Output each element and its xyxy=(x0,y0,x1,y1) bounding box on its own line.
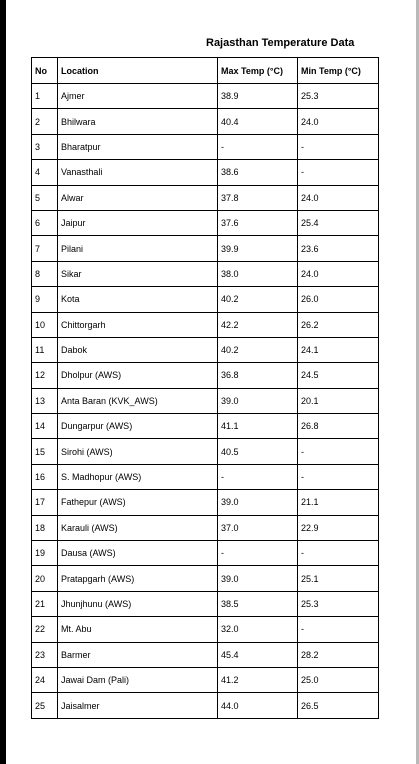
cell-max-temp: 42.2 xyxy=(218,312,298,337)
table-row xyxy=(32,261,379,286)
cell-no: 14 xyxy=(32,414,58,439)
table-row xyxy=(32,566,379,591)
cell-location: Dausa (AWS) xyxy=(58,541,218,566)
table-row xyxy=(32,287,379,312)
cell-location: Ajmer xyxy=(58,84,218,109)
cell-location: Bhilwara xyxy=(58,109,218,134)
cell-max-temp: 41.1 xyxy=(218,414,298,439)
table-row xyxy=(32,541,379,566)
cell-min-temp: 24.5 xyxy=(298,363,379,388)
cell-no: 19 xyxy=(32,541,58,566)
cell-no: 20 xyxy=(32,566,58,591)
cell-min-temp: - xyxy=(298,439,379,464)
cell-no: 18 xyxy=(32,515,58,540)
cell-min-temp: 25.1 xyxy=(298,566,379,591)
cell-no: 6 xyxy=(32,210,58,235)
cell-no: 10 xyxy=(32,312,58,337)
cell-min-temp: 26.0 xyxy=(298,287,379,312)
cell-location: Karauli (AWS) xyxy=(58,515,218,540)
cell-max-temp: 38.6 xyxy=(218,160,298,185)
cell-no: 12 xyxy=(32,363,58,388)
cell-max-temp: 36.8 xyxy=(218,363,298,388)
cell-max-temp: 40.4 xyxy=(218,109,298,134)
cell-location: Bharatpur xyxy=(58,134,218,159)
table-row xyxy=(32,464,379,489)
cell-location: S. Madhopur (AWS) xyxy=(58,464,218,489)
cell-min-temp: 21.1 xyxy=(298,490,379,515)
cell-min-temp: 25.4 xyxy=(298,210,379,235)
table-row xyxy=(32,363,379,388)
cell-min-temp: - xyxy=(298,617,379,642)
table-row xyxy=(32,414,379,439)
viewer-left-edge xyxy=(0,0,6,764)
table-row xyxy=(32,667,379,692)
cell-max-temp: 40.5 xyxy=(218,439,298,464)
cell-no: 2 xyxy=(32,109,58,134)
table-row xyxy=(32,210,379,235)
cell-location: Vanasthali xyxy=(58,160,218,185)
cell-no: 17 xyxy=(32,490,58,515)
cell-location: Dholpur (AWS) xyxy=(58,363,218,388)
cell-no: 13 xyxy=(32,388,58,413)
cell-no: 25 xyxy=(32,693,58,718)
cell-min-temp: 28.2 xyxy=(298,642,379,667)
cell-max-temp: 37.6 xyxy=(218,210,298,235)
cell-no: 21 xyxy=(32,591,58,616)
cell-min-temp: 25.3 xyxy=(298,591,379,616)
table-row xyxy=(32,490,379,515)
header-no: No xyxy=(32,58,58,84)
table-row xyxy=(32,109,379,134)
table-row xyxy=(32,515,379,540)
cell-min-temp: 26.2 xyxy=(298,312,379,337)
table-row xyxy=(32,617,379,642)
cell-location: Fathepur (AWS) xyxy=(58,490,218,515)
cell-min-temp: 22.9 xyxy=(298,515,379,540)
cell-min-temp: - xyxy=(298,464,379,489)
table-row xyxy=(32,312,379,337)
table-row xyxy=(32,388,379,413)
header-location: Location xyxy=(58,58,218,84)
cell-min-temp: - xyxy=(298,541,379,566)
cell-location: Dungarpur (AWS) xyxy=(58,414,218,439)
cell-location: Alwar xyxy=(58,185,218,210)
cell-location: Mt. Abu xyxy=(58,617,218,642)
cell-min-temp: 24.0 xyxy=(298,109,379,134)
cell-max-temp: 39.9 xyxy=(218,236,298,261)
table-row xyxy=(32,236,379,261)
table-row xyxy=(32,134,379,159)
cell-max-temp: 40.2 xyxy=(218,287,298,312)
cell-min-temp: 23.6 xyxy=(298,236,379,261)
cell-max-temp: 38.0 xyxy=(218,261,298,286)
cell-max-temp: 44.0 xyxy=(218,693,298,718)
cell-min-temp: 24.0 xyxy=(298,261,379,286)
cell-max-temp: 32.0 xyxy=(218,617,298,642)
cell-location: Pilani xyxy=(58,236,218,261)
cell-max-temp: 38.5 xyxy=(218,591,298,616)
cell-min-temp: 25.0 xyxy=(298,667,379,692)
cell-location: Jaipur xyxy=(58,210,218,235)
cell-location: Kota xyxy=(58,287,218,312)
cell-no: 9 xyxy=(32,287,58,312)
cell-max-temp: 41.2 xyxy=(218,667,298,692)
cell-max-temp: 40.2 xyxy=(218,337,298,362)
cell-location: Jawai Dam (Pali) xyxy=(58,667,218,692)
cell-min-temp: 24.0 xyxy=(298,185,379,210)
cell-no: 1 xyxy=(32,84,58,109)
cell-min-temp: 26.8 xyxy=(298,414,379,439)
cell-no: 16 xyxy=(32,464,58,489)
cell-no: 8 xyxy=(32,261,58,286)
cell-max-temp: 37.8 xyxy=(218,185,298,210)
cell-no: 5 xyxy=(32,185,58,210)
cell-min-temp: - xyxy=(298,134,379,159)
cell-min-temp: 25.3 xyxy=(298,84,379,109)
temperature-table xyxy=(31,57,379,719)
table-body xyxy=(32,84,379,719)
cell-no: 24 xyxy=(32,667,58,692)
cell-location: Dabok xyxy=(58,337,218,362)
table-row xyxy=(32,591,379,616)
table-header-row xyxy=(32,58,379,84)
table-row xyxy=(32,160,379,185)
cell-location: Pratapgarh (AWS) xyxy=(58,566,218,591)
cell-no: 4 xyxy=(32,160,58,185)
cell-location: Jaisalmer xyxy=(58,693,218,718)
cell-min-temp: - xyxy=(298,160,379,185)
header-max-temp: Max Temp (°C) xyxy=(218,58,298,84)
table-row xyxy=(32,439,379,464)
cell-min-temp: 20.1 xyxy=(298,388,379,413)
cell-min-temp: 24.1 xyxy=(298,337,379,362)
table-row xyxy=(32,84,379,109)
cell-max-temp: 39.0 xyxy=(218,388,298,413)
table-row xyxy=(32,693,379,718)
cell-location: Chittorgarh xyxy=(58,312,218,337)
cell-no: 15 xyxy=(32,439,58,464)
cell-max-temp: - xyxy=(218,464,298,489)
table-row xyxy=(32,185,379,210)
cell-no: 7 xyxy=(32,236,58,261)
cell-max-temp: 39.0 xyxy=(218,490,298,515)
cell-no: 23 xyxy=(32,642,58,667)
cell-no: 22 xyxy=(32,617,58,642)
table-row xyxy=(32,642,379,667)
cell-location: Jhunjhunu (AWS) xyxy=(58,591,218,616)
cell-max-temp: 39.0 xyxy=(218,566,298,591)
table-row xyxy=(32,337,379,362)
cell-no: 11 xyxy=(32,337,58,362)
cell-location: Sikar xyxy=(58,261,218,286)
cell-max-temp: 37.0 xyxy=(218,515,298,540)
cell-max-temp: - xyxy=(218,134,298,159)
cell-max-temp: 38.9 xyxy=(218,84,298,109)
cell-location: Sirohi (AWS) xyxy=(58,439,218,464)
cell-location: Anta Baran (KVK_AWS) xyxy=(58,388,218,413)
cell-no: 3 xyxy=(32,134,58,159)
header-min-temp: Min Temp (°C) xyxy=(298,58,379,84)
cell-location: Barmer xyxy=(58,642,218,667)
cell-min-temp: 26.5 xyxy=(298,693,379,718)
document-title: Rajasthan Temperature Data xyxy=(206,37,355,49)
cell-max-temp: 45.4 xyxy=(218,642,298,667)
cell-max-temp: - xyxy=(218,541,298,566)
